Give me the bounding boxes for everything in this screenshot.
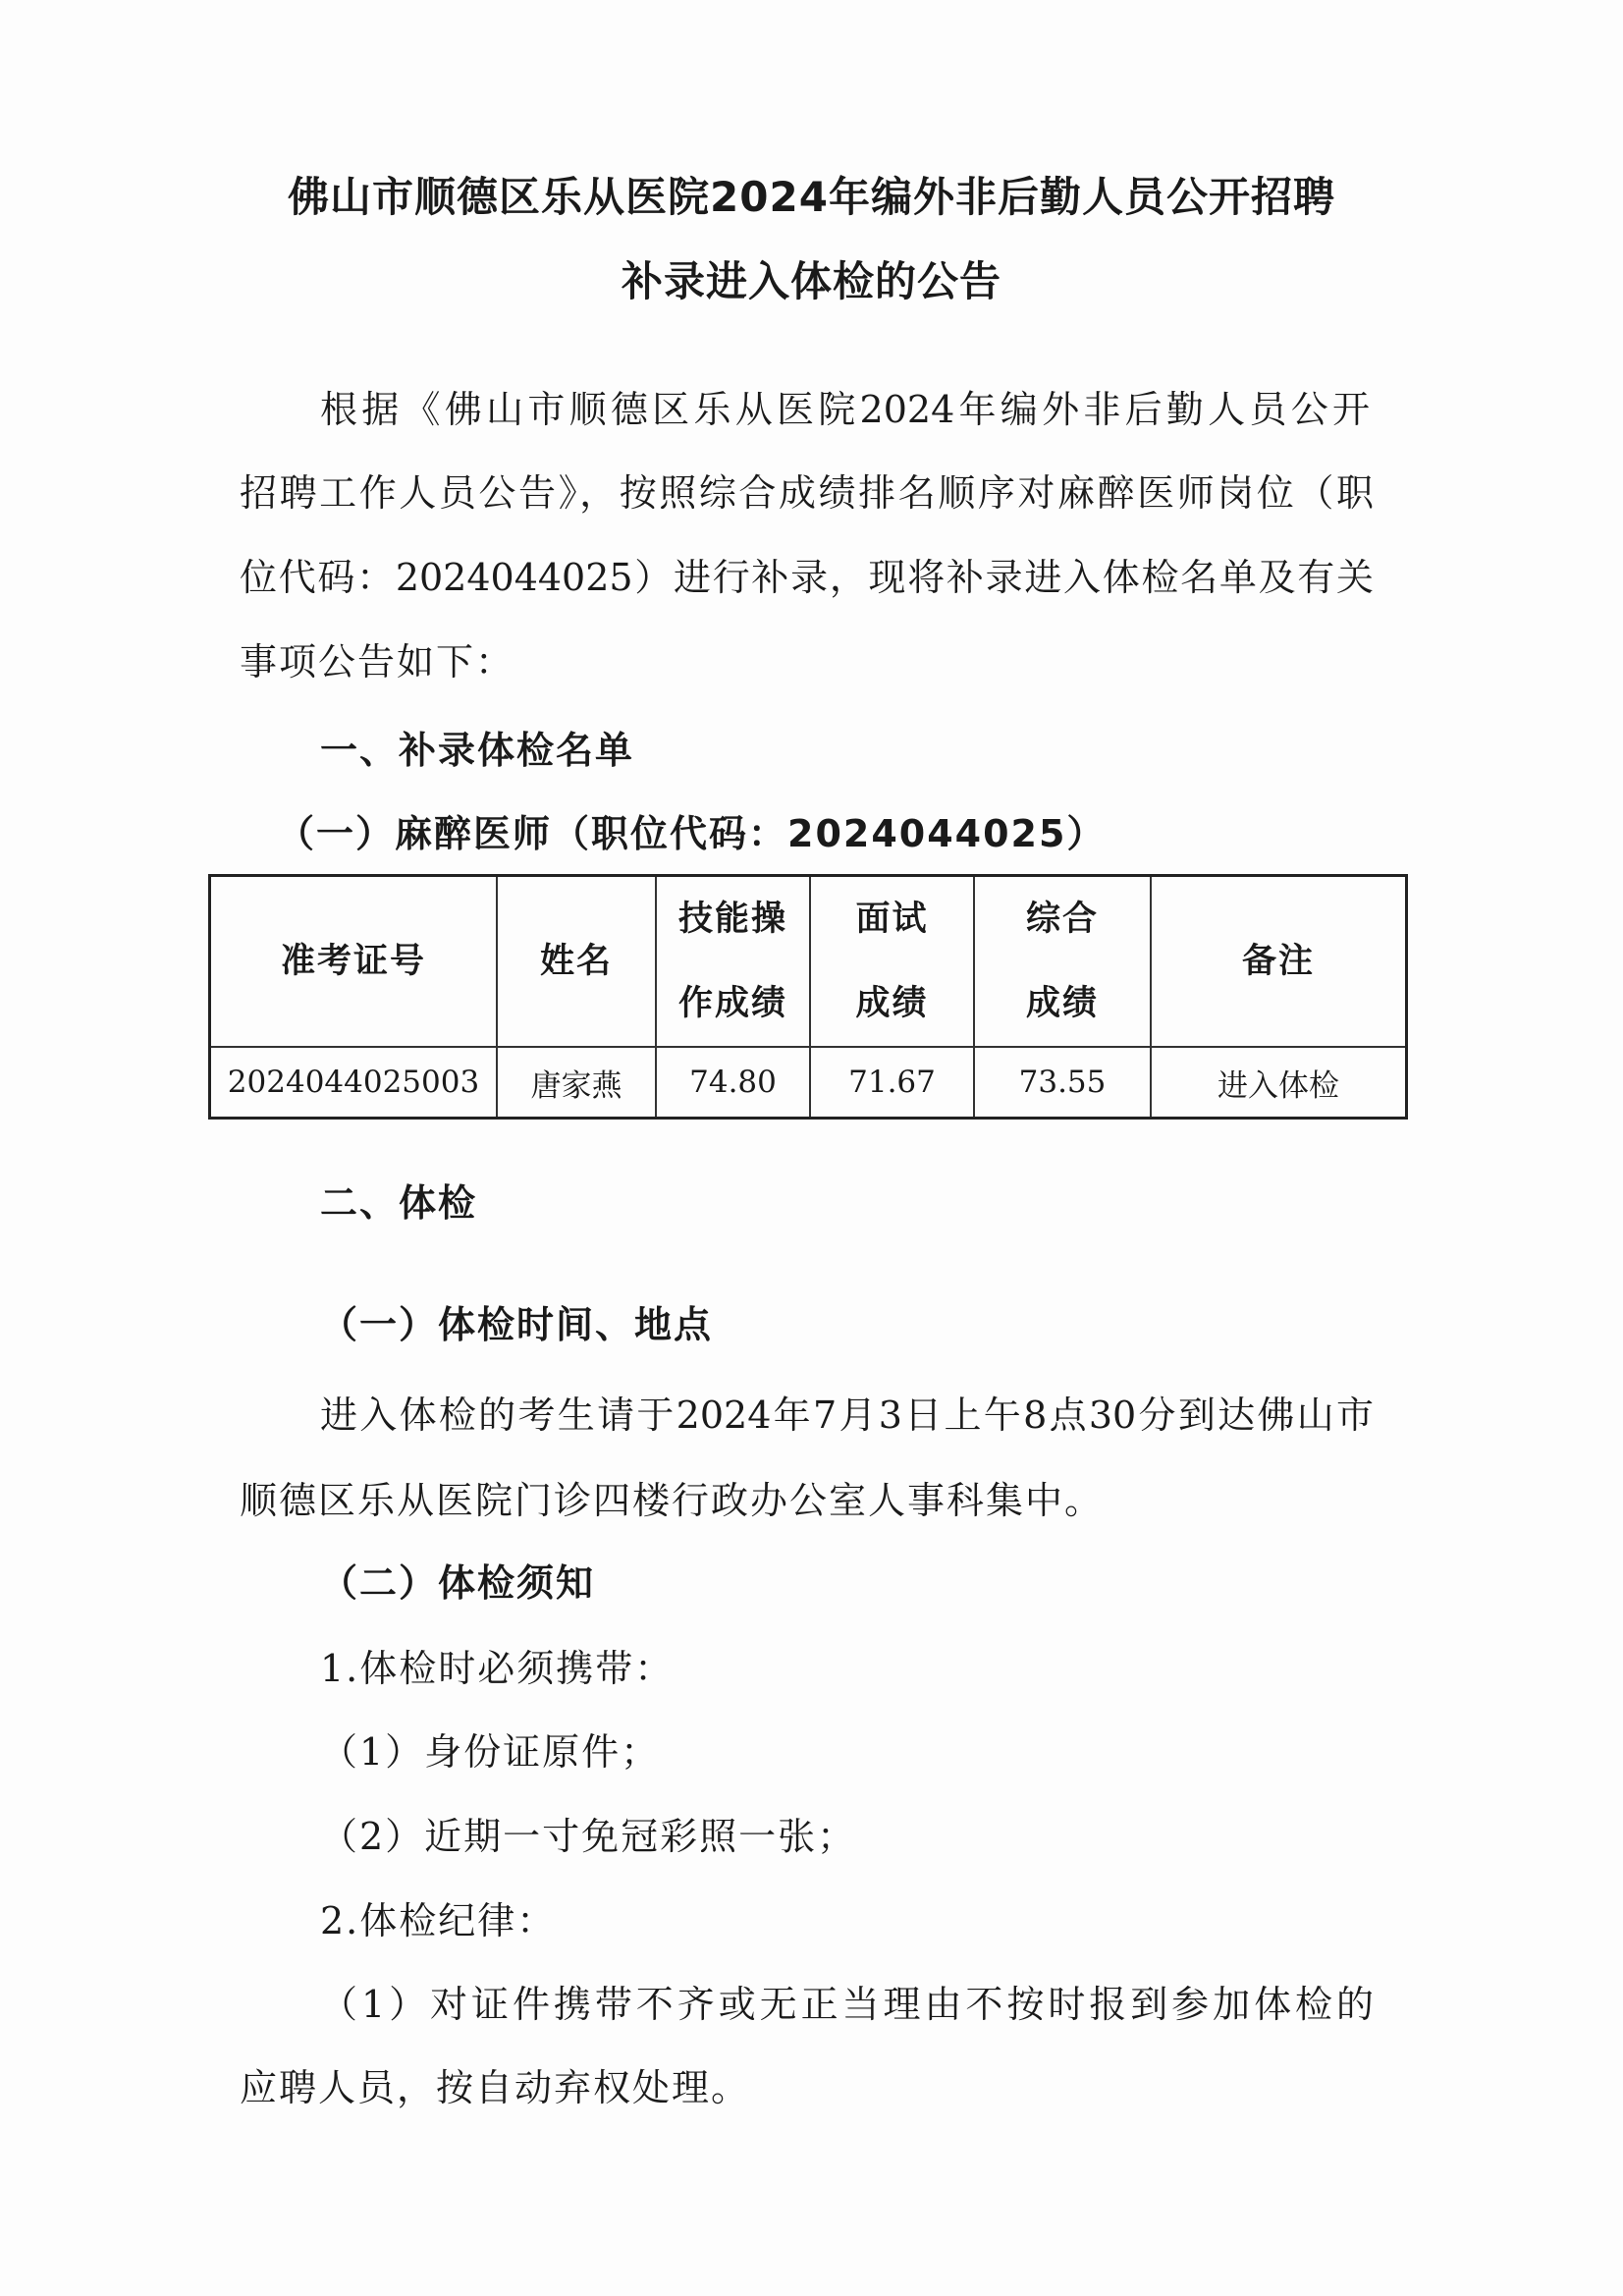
exam-time-line2: 顺德区乐从医院门诊四楼行政办公室人事科集中。 [240,1479,1105,1522]
document-title-line1: 佛山市顺德区乐从医院2024年编外非后勤人员公开招聘 [288,173,1335,221]
item2: 2.体检纪律： [320,1899,557,1942]
section2-sub1: （一）体检时间、地点 [320,1303,714,1346]
table-header-row [210,876,1407,1048]
table-row [210,1047,1407,1119]
cell-exam-number: 2024044025003 [210,1047,498,1119]
item1-1: （1）身份证原件； [320,1730,661,1774]
section2-sub2: （二）体检须知 [320,1561,596,1605]
intro-line2: 招聘工作人员公告》，按照综合成绩排名顺序对麻醉医师岗位（职 [240,471,1374,515]
item2-1-line1: （1）对证件携带不齐或无正当理由不按时报到参加体检的 [320,1983,1374,2026]
intro-line4: 事项公告如下： [240,640,515,683]
cell-interview-score: 71.67 [810,1047,974,1119]
header-remarks: 备注 [1151,876,1407,1048]
item2-1-line2: 应聘人员，按自动弃权处理。 [240,2066,751,2109]
section1-subheading: （一）麻醉医师（职位代码：2024044025） [277,812,1107,855]
cell-skill-score: 74.80 [656,1047,810,1119]
cell-total-score: 73.55 [974,1047,1151,1119]
item1: 1.体检时必须携带： [320,1647,675,1690]
header-skill-score: 技能操作成绩 [656,876,810,1048]
header-exam-number: 准考证号 [210,876,498,1048]
header-interview-score: 面试成绩 [810,876,974,1048]
document-title-line2: 补录进入体检的公告 [621,257,1001,305]
item1-2: （2）近期一寸免冠彩照一张； [320,1815,857,1858]
section1-heading: 一、补录体检名单 [320,729,635,772]
intro-line1: 根据《佛山市顺德区乐从医院2024年编外非后勤人员公开 [320,388,1370,431]
results-table [208,874,1408,1120]
header-total-score: 综合成绩 [974,876,1151,1048]
header-name: 姓名 [497,876,656,1048]
exam-time-line1: 进入体检的考生请于2024年7月3日上午8点30分到达佛山市 [320,1394,1374,1437]
section2-heading: 二、体检 [320,1181,478,1225]
cell-name: 唐家燕 [497,1047,656,1119]
cell-remarks: 进入体检 [1151,1047,1407,1119]
intro-line3: 位代码：2024044025）进行补录，现将补录进入体检名单及有关 [240,556,1374,599]
